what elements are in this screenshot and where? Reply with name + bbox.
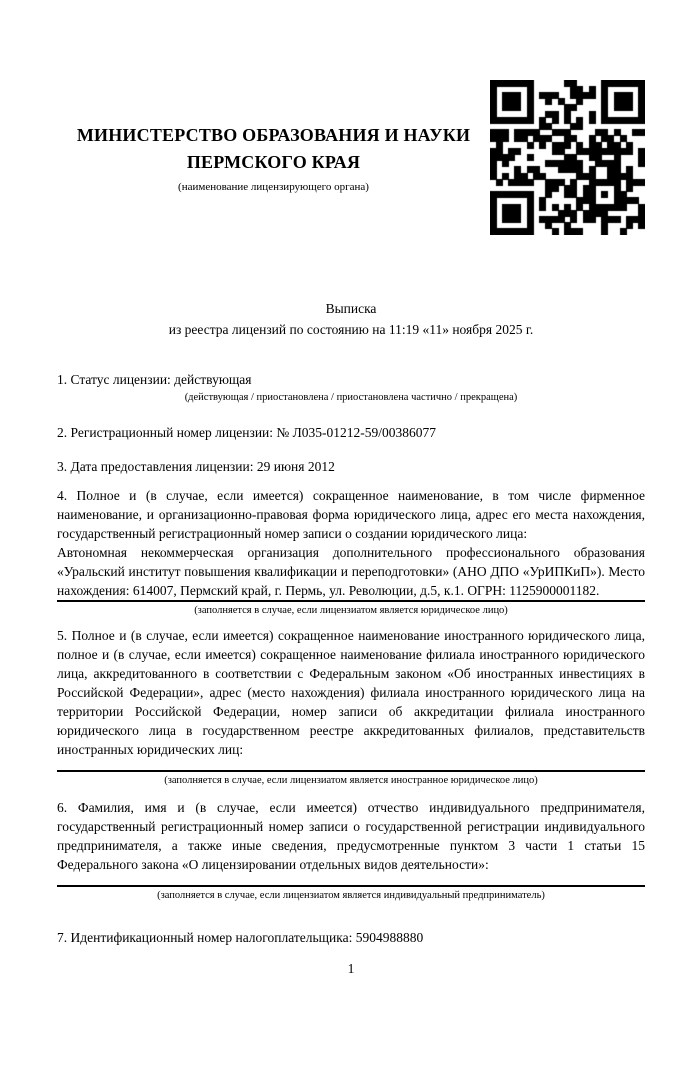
item-6-label: 6. Фамилия, имя и (в случае, если имеется) отчество индивидуального предпринимателя, государственный регистрационный номер записи о государственной регистрации индивидуального предпринимателя, а также иные сведения, предусмотренные пунктом 3 части 1 статьи 15 Федерального закона «О лицензировании отдельных видов деятельности»: <box>57 800 645 872</box>
document-title <box>57 298 645 340</box>
item-4-legal-entity <box>57 486 645 618</box>
item-1-license-status: 1. Статус лицензии: действующая <box>57 372 252 387</box>
page-number: 1 <box>347 961 355 976</box>
document-page <box>0 80 700 978</box>
qr-code-icon <box>490 80 645 235</box>
item-4-value: Автономная некоммерческая организация дополнительного профессионального образования «Уральский институт повышения квалификации и переподготовки» (АНО ДПО «УрИПКиП»). Место нахождения: 614007, Пермский край, г. Пермь, ул. Революции, д.5, к.1. ОГРН: 1125900001182. <box>57 543 645 602</box>
item-4-label: 4. Полное и (в случае, если имеется) сокращенное наименование, в том числе фирменное наименование, и организационно-правовая форма юридического лица, адрес его места нахождения, государственный регистрационный номер записи о создании юридического лица: <box>57 488 645 541</box>
item-3-grant-date: 3. Дата предоставления лицензии: 29 июня 2012 <box>57 459 335 474</box>
document-header <box>57 80 645 235</box>
ministry-name-line2: ПЕРМСКОГО КРАЯ <box>186 151 361 172</box>
item-2-registration-number: 2. Регистрационный номер лицензии: № Л035-01212-59/00386077 <box>57 425 437 440</box>
document-title-line2: из реестра лицензий по состоянию на 11:19 «11» ноября 2025 г. <box>168 322 534 337</box>
item-6-individual-entrepreneur <box>57 798 645 903</box>
item-4-caption: (заполняется в случае, если лицензиатом является юридическое лицо) <box>194 605 508 616</box>
item-1-caption: (действующая / приостановлена / приостановлена частично / прекращена) <box>184 392 518 403</box>
ministry-name-line1: МИНИСТЕРСТВО ОБРАЗОВАНИЯ И НАУКИ <box>76 124 471 145</box>
item-5-foreign-legal-entity <box>57 626 645 788</box>
item-6-empty-value-line <box>57 874 645 887</box>
item-6-caption: (заполняется в случае, если лицензиатом является индивидуальный предприниматель) <box>157 890 545 901</box>
licensing-authority-block <box>57 122 490 194</box>
item-7-taxpayer-number: 7. Идентификационный номер налогоплательщика: 5904988880 <box>57 930 424 945</box>
item-5-empty-value-line <box>57 759 645 772</box>
document-title-line1: Выписка <box>325 301 377 316</box>
ministry-name-caption: (наименование лицензирующего органа) <box>178 180 369 193</box>
item-5-caption: (заполняется в случае, если лицензиатом является иностранное юридическое лицо) <box>164 775 538 786</box>
item-5-label: 5. Полное и (в случае, если имеется) сокращенное наименование иностранного юридического лица, полное и (в случае, если имеется) сокращенное наименование филиала иностранного юридического лица, аккредитованного в соответствии с Федеральным законом «Об иностранных инвестициях в Российской Федерации», адрес (место нахождения) филиала иностранного юридического лица на территории Российской Федерации, номер записи об аккредитации филиала иностранного юридического лица в государственном реестре аккредитованных филиалов, представительств иностранных юридических лиц: <box>57 628 645 757</box>
